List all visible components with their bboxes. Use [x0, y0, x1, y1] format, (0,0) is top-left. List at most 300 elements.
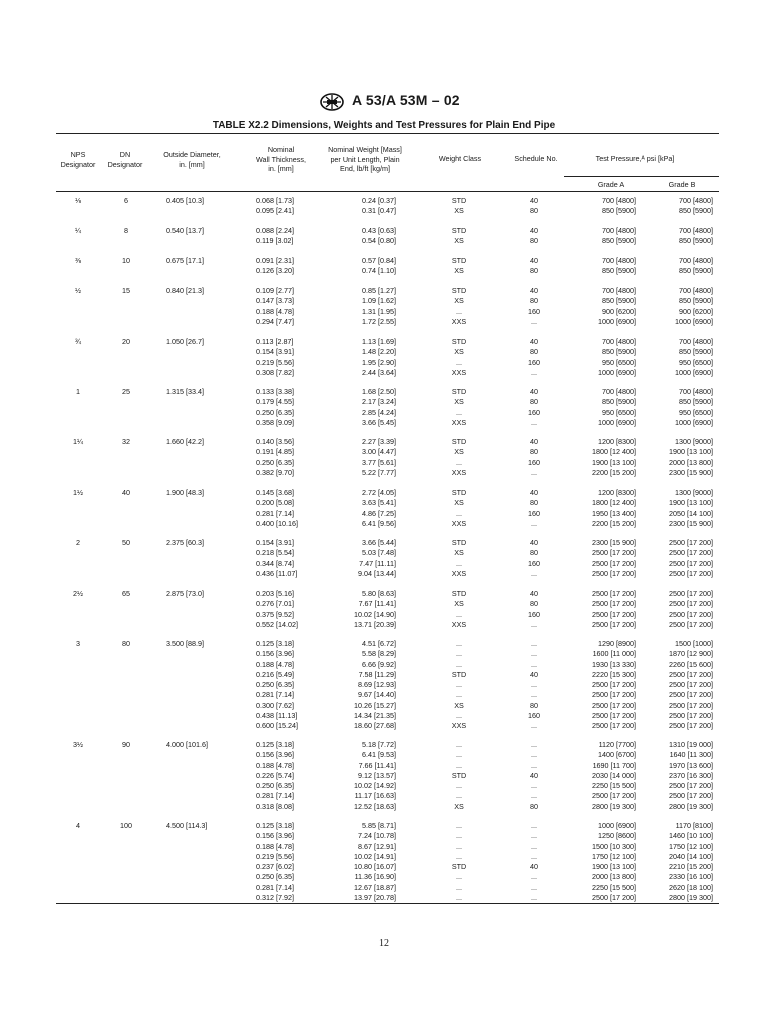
cell-wall-thickness: 0.125 [3.18] [256, 740, 294, 749]
cell-schedule-no: 80 [530, 700, 538, 710]
cell-wall-thickness-column [256, 488, 316, 529]
cell-nominal-weight: 5.18 [7.72] [362, 740, 396, 749]
header-schedule-no: Schedule No. [514, 154, 558, 163]
cell-schedule-no: 40 [530, 387, 538, 396]
page-number: 12 [379, 938, 389, 949]
cell-grade-b-column [638, 337, 713, 378]
cell-outside-diameter: 1.315 [33.4] [166, 387, 204, 396]
cell-schedule-no-column [512, 286, 556, 327]
header-dn: DN Designator [107, 150, 143, 169]
cell-weight-class: ... [456, 558, 462, 568]
cell-nps-column [57, 589, 99, 599]
cell-schedule-no: ... [531, 568, 537, 578]
cell-schedule-no: ... [531, 367, 537, 377]
cell-schedule-no: 40 [530, 589, 538, 598]
cell-nominal-weight: 8.69 [12.93] [358, 680, 396, 690]
cell-grade-b: 850 [5900] [679, 266, 713, 276]
cell-schedule-no: ... [531, 821, 537, 830]
cell-nominal-weight: 7.66 [11.41] [358, 760, 396, 770]
standard-designation: A 53/A 53M – 02 [352, 92, 460, 108]
cell-schedule-no: 80 [530, 498, 538, 508]
cell-grade-a: 2500 [17 200] [592, 568, 636, 578]
cell-grade-a: 1120 [7700] [598, 740, 636, 749]
cell-grade-a: 1900 [13 100] [592, 862, 636, 872]
cell-wall-thickness-column [256, 256, 316, 277]
cell-weight-class: STD [451, 862, 467, 872]
cell-nominal-weight-column [312, 196, 396, 217]
cell-grade-a: 1800 [12 400] [592, 447, 636, 457]
cell-grade-b: 700 [4800] [679, 196, 713, 205]
header-test-pressure: Test Pressure,ᴬ psi [kPa] [595, 154, 675, 163]
cell-wall-thickness: 0.154 [3.91] [256, 538, 294, 547]
cell-nominal-weight: 12.67 [18.87] [354, 882, 396, 892]
cell-dn: 90 [122, 740, 130, 749]
cell-schedule-no: 40 [530, 770, 538, 780]
cell-wall-thickness: 0.250 [6.35] [256, 407, 294, 417]
cell-wall-thickness: 0.200 [5.08] [256, 498, 294, 508]
cell-grade-b-column [638, 589, 713, 630]
cell-schedule-no: ... [531, 872, 537, 882]
cell-grade-b: 2500 [17 200] [669, 669, 713, 679]
cell-outside-diameter: 3.500 [88.9] [166, 639, 204, 648]
cell-grade-a: 2500 [17 200] [592, 609, 636, 619]
cell-schedule-no-column [512, 196, 556, 217]
cell-weight-class: XXS [451, 467, 467, 477]
cell-schedule-no: ... [531, 750, 537, 760]
cell-nominal-weight-column [312, 286, 396, 327]
cell-weight-class-column [436, 286, 482, 327]
cell-grade-a-column [562, 538, 636, 579]
cell-nominal-weight: 0.31 [0.47] [362, 206, 396, 216]
cell-wall-thickness-column [256, 639, 316, 732]
cell-wall-thickness: 0.219 [5.56] [256, 357, 294, 367]
cell-wall-thickness: 0.226 [5.74] [256, 770, 294, 780]
cell-weight-class: ... [456, 841, 462, 851]
cell-grade-b: 1000 [6900] [675, 316, 713, 326]
cell-schedule-no: 40 [530, 862, 538, 872]
cell-grade-a-column [562, 226, 636, 247]
cell-schedule-no: 160 [528, 407, 540, 417]
cell-dn-column [107, 488, 145, 498]
cell-nps-column [57, 286, 99, 296]
cell-weight-class-column [436, 821, 482, 903]
cell-dn-column [107, 337, 145, 347]
cell-wall-thickness-column [256, 538, 316, 579]
cell-weight-class: ... [456, 821, 462, 830]
cell-grade-a: 2500 [17 200] [592, 721, 636, 731]
cell-schedule-no: 80 [530, 347, 538, 357]
cell-schedule-no: 160 [528, 508, 540, 518]
cell-nominal-weight: 0.24 [0.37] [362, 196, 396, 205]
cell-nominal-weight: 7.58 [11.29] [358, 669, 396, 679]
cell-grade-b: 1310 [19 000] [669, 740, 713, 749]
cell-weight-class: XS [454, 296, 464, 306]
cell-outside-diameter: 1.050 [26.7] [166, 337, 204, 346]
cell-grade-b: 1170 [8100] [675, 821, 713, 830]
cell-schedule-no: ... [531, 690, 537, 700]
cell-grade-b: 2800 [19 300] [669, 801, 713, 811]
cell-wall-thickness: 0.382 [9.70] [256, 467, 294, 477]
cell-wall-thickness: 0.156 [3.96] [256, 750, 294, 760]
cell-grade-b: 700 [4800] [679, 337, 713, 346]
cell-nps-column [57, 488, 99, 498]
cell-wall-thickness: 0.237 [6.02] [256, 862, 294, 872]
cell-grade-a: 1000 [6900] [598, 367, 636, 377]
cell-wall-thickness: 0.109 [2.77] [256, 286, 294, 295]
cell-schedule-no: 160 [528, 609, 540, 619]
cell-wall-thickness: 0.250 [6.35] [256, 781, 294, 791]
cell-outside-diameter: 0.405 [10.3] [166, 196, 204, 205]
cell-schedule-no: 80 [530, 266, 538, 276]
cell-grade-b-column [638, 538, 713, 579]
cell-wall-thickness: 0.191 [4.85] [256, 447, 294, 457]
cell-nominal-weight: 1.31 [1.95] [362, 306, 396, 316]
cell-grade-b: 950 [6500] [679, 357, 713, 367]
cell-wall-thickness: 0.281 [7.14] [256, 882, 294, 892]
cell-weight-class: STD [451, 488, 467, 497]
cell-nps-column [57, 387, 99, 397]
cell-nominal-weight: 6.41 [9.53] [362, 750, 396, 760]
cell-weight-class: ... [456, 750, 462, 760]
cell-nominal-weight: 14.34 [21.35] [354, 711, 396, 721]
cell-weight-class: XS [454, 347, 464, 357]
cell-wall-thickness: 0.276 [7.01] [256, 599, 294, 609]
cell-grade-b: 2500 [17 200] [669, 690, 713, 700]
cell-grade-b: 950 [6500] [679, 407, 713, 417]
cell-grade-b: 2330 [16 100] [669, 872, 713, 882]
cell-grade-a: 1800 [12 400] [592, 498, 636, 508]
cell-nominal-weight: 1.13 [1.69] [362, 337, 396, 346]
cell-grade-a-column [562, 337, 636, 378]
cell-grade-b: 2040 [14 100] [669, 851, 713, 861]
cell-wall-thickness: 0.216 [5.49] [256, 669, 294, 679]
cell-grade-a: 2800 [19 300] [592, 801, 636, 811]
cell-nominal-weight: 10.26 [15.27] [354, 700, 396, 710]
cell-schedule-no: ... [531, 680, 537, 690]
cell-nps-column [57, 639, 99, 649]
cell-nominal-weight: 18.60 [27.68] [354, 721, 396, 731]
cell-dn-column [107, 226, 145, 236]
cell-wall-thickness: 0.318 [8.08] [256, 801, 294, 811]
cell-weight-class-column [436, 740, 482, 812]
cell-grade-a: 2220 [15 300] [592, 669, 636, 679]
cell-grade-b-column [638, 196, 713, 217]
cell-nps-column [57, 226, 99, 236]
cell-nominal-weight: 12.52 [18.63] [354, 801, 396, 811]
cell-wall-thickness: 0.281 [7.14] [256, 508, 294, 518]
cell-wall-thickness: 0.068 [1.73] [256, 196, 294, 205]
cell-grade-a: 1930 [13 330] [592, 659, 636, 669]
cell-wall-thickness-column [256, 337, 316, 378]
cell-grade-b-column [638, 256, 713, 277]
cell-grade-b: 2260 [15 600] [669, 659, 713, 669]
header-grade-b: Grade B [668, 180, 696, 189]
cell-weight-class-column [436, 437, 482, 478]
cell-weight-class: ... [456, 680, 462, 690]
cell-grade-a-column [562, 196, 636, 217]
cell-wall-thickness: 0.218 [5.54] [256, 548, 294, 558]
cell-schedule-no: 160 [528, 558, 540, 568]
cell-schedule-no: 40 [530, 488, 538, 497]
cell-grade-a: 1200 [8300] [598, 437, 636, 446]
cell-wall-thickness: 0.552 [14.02] [256, 619, 298, 629]
cell-grade-b-column [638, 821, 713, 903]
cell-outside-diameter-column [166, 437, 238, 447]
cell-weight-class: ... [456, 306, 462, 316]
cell-nominal-weight-column [312, 488, 396, 529]
cell-nominal-weight: 0.54 [0.80] [362, 236, 396, 246]
cell-schedule-no: 40 [530, 337, 538, 346]
cell-outside-diameter-column [166, 256, 238, 266]
cell-weight-class: XS [454, 206, 464, 216]
cell-nominal-weight: 3.00 [4.47] [362, 447, 396, 457]
cell-grade-a-column [562, 488, 636, 529]
cell-grade-a-column [562, 437, 636, 478]
cell-wall-thickness: 0.091 [2.31] [256, 256, 294, 265]
cell-weight-class: STD [451, 286, 467, 295]
cell-weight-class: ... [456, 781, 462, 791]
cell-weight-class: ... [456, 407, 462, 417]
cell-grade-a-column [562, 387, 636, 428]
cell-schedule-no: 40 [530, 669, 538, 679]
cell-grade-a: 1950 [13 400] [592, 508, 636, 518]
cell-grade-a: 1000 [6900] [598, 821, 636, 830]
cell-weight-class: ... [456, 649, 462, 659]
cell-outside-diameter-column [166, 196, 238, 206]
cell-nominal-weight: 9.04 [13.44] [358, 568, 396, 578]
cell-wall-thickness-column [256, 740, 316, 812]
cell-weight-class: ... [456, 690, 462, 700]
cell-dn-column [107, 589, 145, 599]
cell-nominal-weight: 4.86 [7.25] [362, 508, 396, 518]
cell-wall-thickness: 0.125 [3.18] [256, 639, 294, 648]
cell-nps: 3½ [73, 740, 83, 749]
document-header [0, 92, 768, 112]
cell-weight-class: XXS [451, 568, 467, 578]
cell-wall-thickness: 0.188 [4.78] [256, 841, 294, 851]
cell-schedule-no: 80 [530, 599, 538, 609]
cell-outside-diameter-column [166, 337, 238, 347]
cell-grade-b: 2500 [17 200] [669, 791, 713, 801]
cell-weight-class: XXS [451, 619, 467, 629]
cell-wall-thickness: 0.203 [5.16] [256, 589, 294, 598]
cell-weight-class: STD [451, 387, 467, 396]
cell-schedule-no: ... [531, 781, 537, 791]
cell-wall-thickness: 0.179 [4.55] [256, 397, 294, 407]
cell-grade-b: 2370 [16 300] [669, 770, 713, 780]
cell-weight-class: ... [456, 882, 462, 892]
cell-dn: 65 [122, 589, 130, 598]
cell-weight-class: STD [451, 669, 467, 679]
cell-nps-column [57, 337, 99, 347]
cell-nominal-weight: 13.71 [20.39] [354, 619, 396, 629]
cell-schedule-no: ... [531, 721, 537, 731]
cell-wall-thickness-column [256, 226, 316, 247]
cell-grade-b: 1900 [13 100] [669, 447, 713, 457]
cell-nps: ¼ [75, 226, 81, 235]
cell-outside-diameter-column [166, 387, 238, 397]
header-wall-thickness: Nominal Wall Thickness, in. [mm] [256, 145, 306, 173]
cell-nps-column [57, 821, 99, 831]
cell-weight-class: ... [456, 357, 462, 367]
cell-dn-column [107, 256, 145, 266]
cell-grade-b: 700 [4800] [679, 286, 713, 295]
cell-outside-diameter-column [166, 740, 238, 750]
cell-grade-a: 950 [6500] [602, 407, 636, 417]
cell-wall-thickness: 0.250 [6.35] [256, 680, 294, 690]
cell-weight-class: XXS [451, 518, 467, 528]
cell-weight-class: STD [451, 437, 467, 446]
cell-wall-thickness: 0.308 [7.82] [256, 367, 294, 377]
cell-dn: 50 [122, 538, 130, 547]
cell-grade-b: 2500 [17 200] [669, 619, 713, 629]
cell-nominal-weight: 7.24 [10.78] [358, 831, 396, 841]
cell-grade-b: 850 [5900] [679, 296, 713, 306]
cell-grade-b: 2500 [17 200] [669, 721, 713, 731]
cell-outside-diameter: 4.000 [101.6] [166, 740, 208, 749]
cell-schedule-no: ... [531, 316, 537, 326]
cell-nominal-weight: 0.85 [1.27] [362, 286, 396, 295]
cell-schedule-no: 40 [530, 286, 538, 295]
cell-grade-b-column [638, 639, 713, 732]
cell-outside-diameter-column [166, 538, 238, 548]
cell-nps-column [57, 437, 99, 447]
cell-nominal-weight: 1.68 [2.50] [362, 387, 396, 396]
cell-grade-b: 2300 [15 900] [669, 467, 713, 477]
cell-grade-a: 2500 [17 200] [592, 680, 636, 690]
cell-nps: 1½ [73, 488, 83, 497]
cell-grade-b: 700 [4800] [679, 226, 713, 235]
cell-grade-a: 700 [4800] [602, 286, 636, 295]
cell-nps-column [57, 538, 99, 548]
cell-grade-a: 1000 [6900] [598, 316, 636, 326]
cell-outside-diameter-column [166, 821, 238, 831]
cell-schedule-no: ... [531, 740, 537, 749]
cell-weight-class: ... [456, 639, 462, 648]
cell-schedule-no-column [512, 226, 556, 247]
cell-outside-diameter-column [166, 589, 238, 599]
cell-grade-b: 2500 [17 200] [669, 538, 713, 547]
cell-nps: 2 [76, 538, 80, 547]
cell-nominal-weight: 11.17 [16.63] [354, 791, 396, 801]
cell-weight-class: ... [456, 851, 462, 861]
cell-schedule-no: 80 [530, 397, 538, 407]
cell-nps: ⅜ [75, 256, 81, 265]
cell-nominal-weight: 5.80 [8.63] [362, 589, 396, 598]
cell-dn-column [107, 740, 145, 750]
cell-grade-b: 2500 [17 200] [669, 568, 713, 578]
cell-nps: ⅛ [75, 196, 81, 205]
cell-wall-thickness: 0.088 [2.24] [256, 226, 294, 235]
cell-wall-thickness: 0.119 [3.02] [256, 236, 294, 246]
cell-dn-column [107, 538, 145, 548]
cell-grade-a: 1000 [6900] [598, 417, 636, 427]
cell-grade-a: 1900 [13 100] [592, 457, 636, 467]
cell-weight-class: ... [456, 760, 462, 770]
cell-grade-a: 2500 [17 200] [592, 711, 636, 721]
cell-nominal-weight: 0.43 [0.63] [362, 226, 396, 235]
cell-wall-thickness: 0.219 [5.56] [256, 851, 294, 861]
cell-wall-thickness: 0.344 [8.74] [256, 558, 294, 568]
cell-nps-column [57, 740, 99, 750]
cell-schedule-no: 80 [530, 296, 538, 306]
cell-grade-a: 2200 [15 200] [592, 467, 636, 477]
cell-nominal-weight: 7.67 [11.41] [358, 599, 396, 609]
cell-grade-b: 2500 [17 200] [669, 548, 713, 558]
cell-nominal-weight: 1.72 [2.55] [362, 316, 396, 326]
cell-weight-class: STD [451, 770, 467, 780]
cell-outside-diameter-column [166, 226, 238, 236]
cell-weight-class: ... [456, 740, 462, 749]
cell-schedule-no: ... [531, 649, 537, 659]
cell-wall-thickness: 0.300 [7.62] [256, 700, 294, 710]
cell-weight-class: XS [454, 548, 464, 558]
cell-dn: 100 [120, 821, 132, 830]
cell-nominal-weight: 1.48 [2.20] [362, 347, 396, 357]
cell-grade-a: 2300 [15 900] [592, 538, 636, 547]
cell-wall-thickness: 0.375 [9.52] [256, 609, 294, 619]
cell-wall-thickness: 0.133 [3.38] [256, 387, 294, 396]
cell-grade-a: 2500 [17 200] [592, 619, 636, 629]
cell-nominal-weight: 9.67 [14.40] [358, 690, 396, 700]
cell-weight-class: XS [454, 700, 464, 710]
cell-weight-class: ... [456, 791, 462, 801]
cell-weight-class: XXS [451, 721, 467, 731]
cell-grade-b: 2500 [17 200] [669, 680, 713, 690]
table-bottom-rule [56, 903, 719, 904]
cell-nominal-weight: 4.51 [6.72] [362, 639, 396, 648]
cell-schedule-no: ... [531, 619, 537, 629]
cell-weight-class: XS [454, 266, 464, 276]
cell-grade-a: 1400 [6700] [598, 750, 636, 760]
cell-grade-a: 2500 [17 200] [592, 893, 636, 903]
cell-nominal-weight: 0.74 [1.10] [362, 266, 396, 276]
cell-wall-thickness: 0.436 [11.07] [256, 568, 298, 578]
cell-schedule-no: 80 [530, 206, 538, 216]
cell-weight-class: STD [451, 256, 467, 265]
cell-nominal-weight-column [312, 337, 396, 378]
cell-schedule-no-column [512, 387, 556, 428]
cell-grade-a: 700 [4800] [602, 387, 636, 396]
header-nps: NPS Designator [60, 150, 96, 169]
cell-grade-b: 1460 [10 100] [669, 831, 713, 841]
cell-nominal-weight-column [312, 589, 396, 630]
cell-grade-a: 850 [5900] [602, 296, 636, 306]
cell-nominal-weight: 11.36 [16.90] [354, 872, 396, 882]
cell-wall-thickness-column [256, 589, 316, 630]
cell-outside-diameter: 4.500 [114.3] [166, 821, 208, 830]
cell-nominal-weight: 2.17 [3.24] [362, 397, 396, 407]
cell-grade-a-column [562, 256, 636, 277]
cell-nps: 1 [76, 387, 80, 396]
cell-nps: ½ [75, 286, 81, 295]
cell-outside-diameter-column [166, 488, 238, 498]
cell-grade-b: 850 [5900] [679, 206, 713, 216]
cell-grade-b: 1000 [6900] [675, 417, 713, 427]
cell-schedule-no: ... [531, 893, 537, 903]
cell-weight-class: XXS [451, 367, 467, 377]
cell-grade-b: 2500 [17 200] [669, 781, 713, 791]
cell-schedule-no: 80 [530, 801, 538, 811]
cell-dn: 40 [122, 488, 130, 497]
cell-wall-thickness: 0.126 [3.20] [256, 266, 294, 276]
cell-dn-column [107, 437, 145, 447]
cell-grade-b: 900 [6200] [679, 306, 713, 316]
cell-grade-a: 1600 [11 000] [592, 649, 636, 659]
cell-grade-b: 850 [5900] [679, 236, 713, 246]
cell-nps: 2½ [73, 589, 83, 598]
cell-wall-thickness: 0.188 [4.78] [256, 760, 294, 770]
